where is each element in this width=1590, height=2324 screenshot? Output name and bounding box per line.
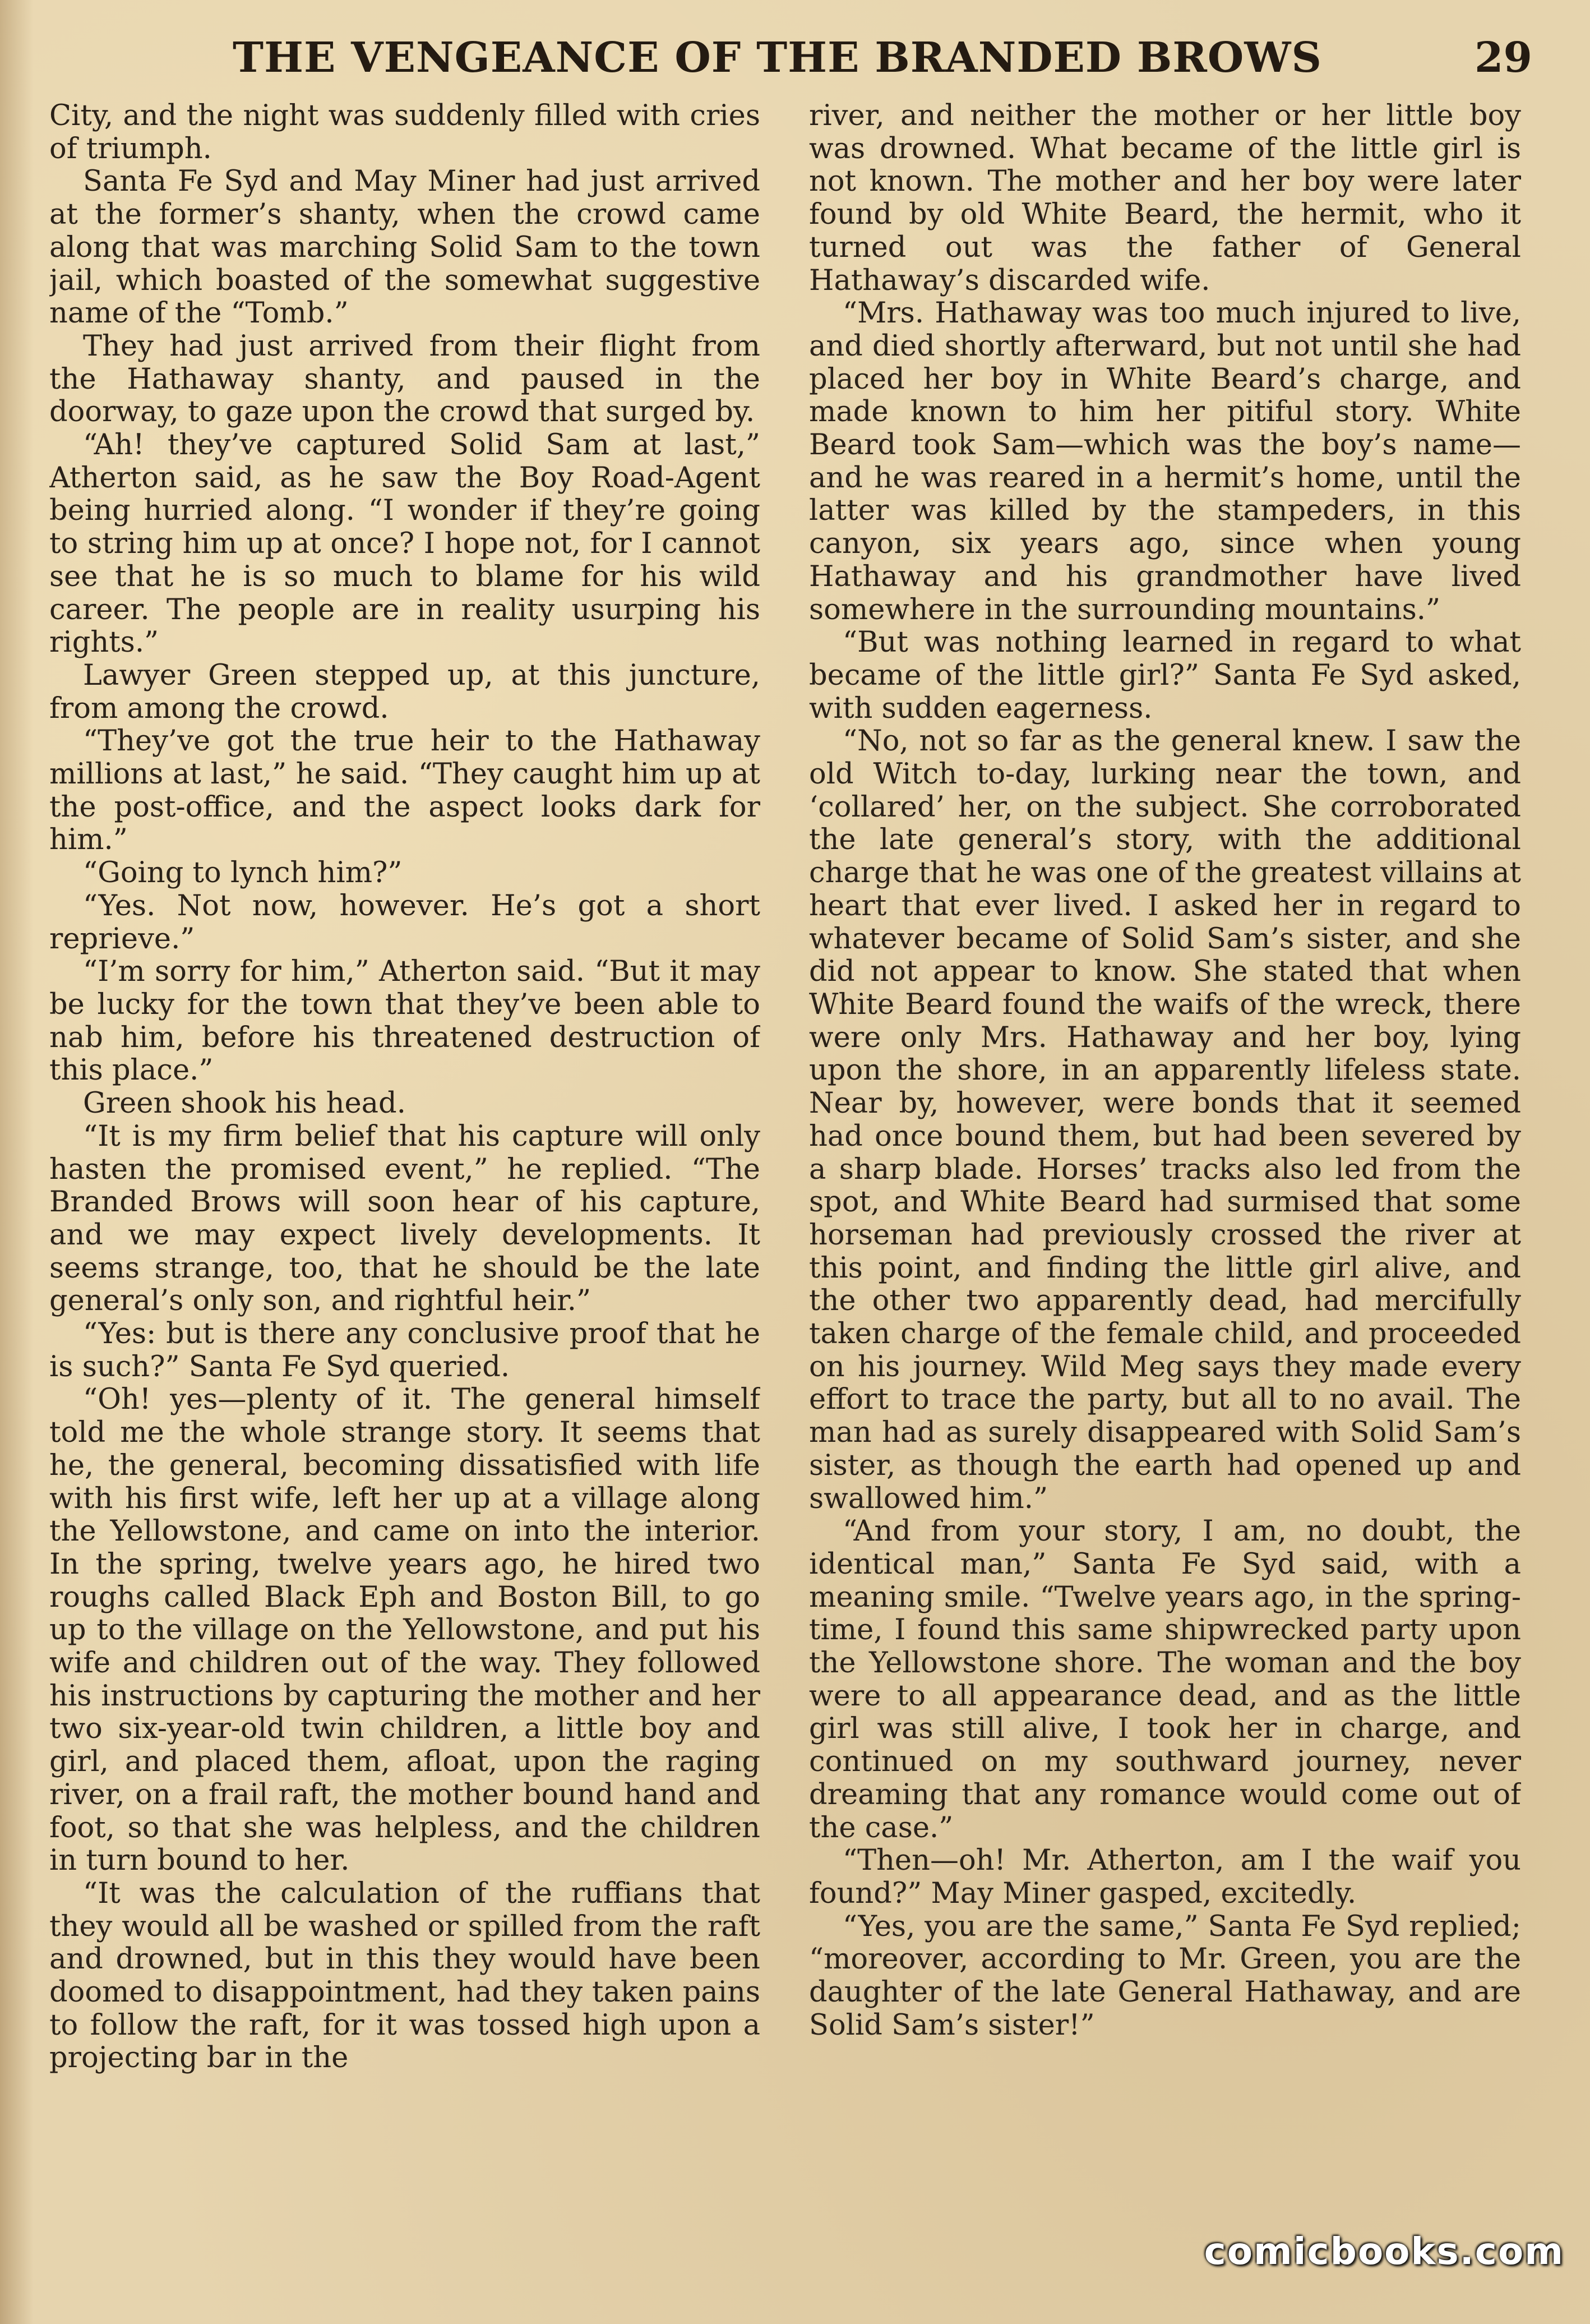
- watermark: comicbooks.com: [1204, 2230, 1564, 2273]
- paragraph: river, and neither the mother or her little boy was drowned. What became of the little girl is not known. The mother and her boy were later found by old White Beard, the hermit, who it turned out was the father of General Hathaway’s discarded wife.: [809, 100, 1521, 297]
- paragraph: “Ah! they’ve captured Solid Sam at last,” Atherton said, as he saw the Boy Road-Agent being hurried along. “I wonder if they’re going to string him up at once? I hope not, for I cannot see that he is so much to blame for his wild career. The people are in reality usurping his rights.”: [49, 428, 760, 660]
- paragraph: City, and the night was suddenly filled with cries of triumph.: [49, 100, 760, 165]
- page-header: [0, 34, 1590, 95]
- paragraph: “Mrs. Hathaway was too much injured to live, and died shortly afterward, but not until she had placed her boy in White Beard’s charge, and made known to him her pitiful story. White Beard took Sam—which was the boy’s name—and he was reared in a hermit’s home, until the latter was killed by the stampeders, in this canyon, six years ago, since when young Hathaway and his grandmother have lived somewhere in the surrounding mountains.”: [809, 297, 1521, 626]
- running-title: THE VENGEANCE OF THE BRANDED BROWS: [233, 34, 1322, 82]
- paragraph: Lawyer Green stepped up, at this juncture, from among the crowd.: [49, 658, 760, 725]
- paragraph: “Then—oh! Mr. Atherton, am I the waif you found?” May Miner gasped, excitedly.: [809, 1844, 1521, 1910]
- paragraph: They had just arrived from their flight from the Hathaway shanty, and paused in the doorway, to gaze upon the crowd that surged by.: [49, 329, 760, 429]
- paragraph: “It was the calculation of the ruffians that they would all be washed or spilled from the raft and drowned, but in this they would have been doomed to disappointment, had they taken pains to follow the raft, for it was tossed high upon a projecting bar in the: [49, 1876, 760, 2075]
- paragraph: “But was nothing learned in regard to what became of the little girl?” Santa Fe Syd asked, with sudden eagerness.: [809, 626, 1521, 725]
- paragraph: Green shook his head.: [83, 1087, 406, 1120]
- paragraph: “It is my firm belief that his capture will only hasten the promised event,” he replied. “The Branded Brows will soon hear of his capture, and we may expect lively developments. It seems strange, too, that he should be the late general’s only son, and rightful heir.”: [49, 1119, 760, 1318]
- paragraph: “They’ve got the true heir to the Hathaway millions at last,” he said. “They caught him up at the post-office, and the aspect looks dark for him.”: [49, 725, 760, 857]
- paragraph: Santa Fe Syd and May Miner had just arrived at the former’s shanty, when the crowd came along that was marching Solid Sam to the town jail, which boasted of the somewhat suggestive name of the “Tomb.”: [49, 165, 760, 330]
- paragraph: “No, not so far as the general knew. I saw the old Witch to-day, lurking near the town, and ‘collared’ her, on the subject. She corroborated the late general’s story, with the additional charge that he was one of the greatest villains at heart that ever lived. I asked her in regard to whatever became of Solid Sam’s sister, and she did not appear to know. She stated that when White Beard found the waifs of the wreck, there were only Mrs. Hathaway and her boy, lying upon the shore, in an apparently lifeless state. Near by, however, were bonds that it seemed had once bound them, but had been severed by a sharp blade. Horses’ tracks also led from the spot, and White Beard had surmised that some horseman had previously crossed the river at this point, and finding the little girl alive, and the other two apparently dead, had mercifully taken charge of the female child, and proceeded on his journey. Wild Meg says they made every effort to trace the party, but all to no avail. The man had as surely disappeared with Solid Sam’s sister, as though the earth had opened up and swallowed him.”: [809, 725, 1521, 1515]
- paragraph: “And from your story, I am, no doubt, the identical man,” Santa Fe Syd said, with a meaning smile. “Twelve years ago, in the spring-time, I found this same shipwrecked party upon the Yellowstone shore. The woman and the boy were to all appearance dead, and as the little girl was still alive, I took her in charge, and continued on my southward journey, never dreaming that any romance would come out of the case.”: [809, 1515, 1521, 1845]
- paragraph: “Yes, you are the same,” Santa Fe Syd replied; “moreover, according to Mr. Green, you are the daughter of the late General Hathaway, and are Solid Sam’s sister!”: [809, 1910, 1521, 2042]
- paragraph: “I’m sorry for him,” Atherton said. “But it may be lucky for the town that they’ve been able to nab him, before his threatened destruction of this place.”: [49, 955, 760, 1087]
- left-column: [49, 100, 760, 2214]
- page-number: 29: [1475, 34, 1532, 82]
- paragraph: “Yes. Not now, however. He’s got a short reprieve.”: [49, 889, 760, 956]
- paragraph: “Going to lynch him?”: [83, 856, 403, 890]
- paragraph: “Yes: but is there any conclusive proof that he is such?” Santa Fe Syd queried.: [49, 1317, 760, 1384]
- paragraph: “Oh! yes—plenty of it. The general himself told me the whole strange story. It seems that he, the general, becoming dissatisfied with life with his first wife, left her up at a village along the Yellowstone, and came on into the interior. In the spring, twelve years ago, he hired two roughs called Black Eph and Boston Bill, to go up to the village on the Yellowstone, and put his wife and children out of the way. They followed his instructions by capturing the mother and her two six-year-old twin children, a little boy and girl, and placed them, afloat, upon the raging river, on a frail raft, the mother bound hand and foot, so that she was helpless, and the children in turn bound to her.: [49, 1383, 760, 1878]
- right-column: [809, 100, 1521, 2214]
